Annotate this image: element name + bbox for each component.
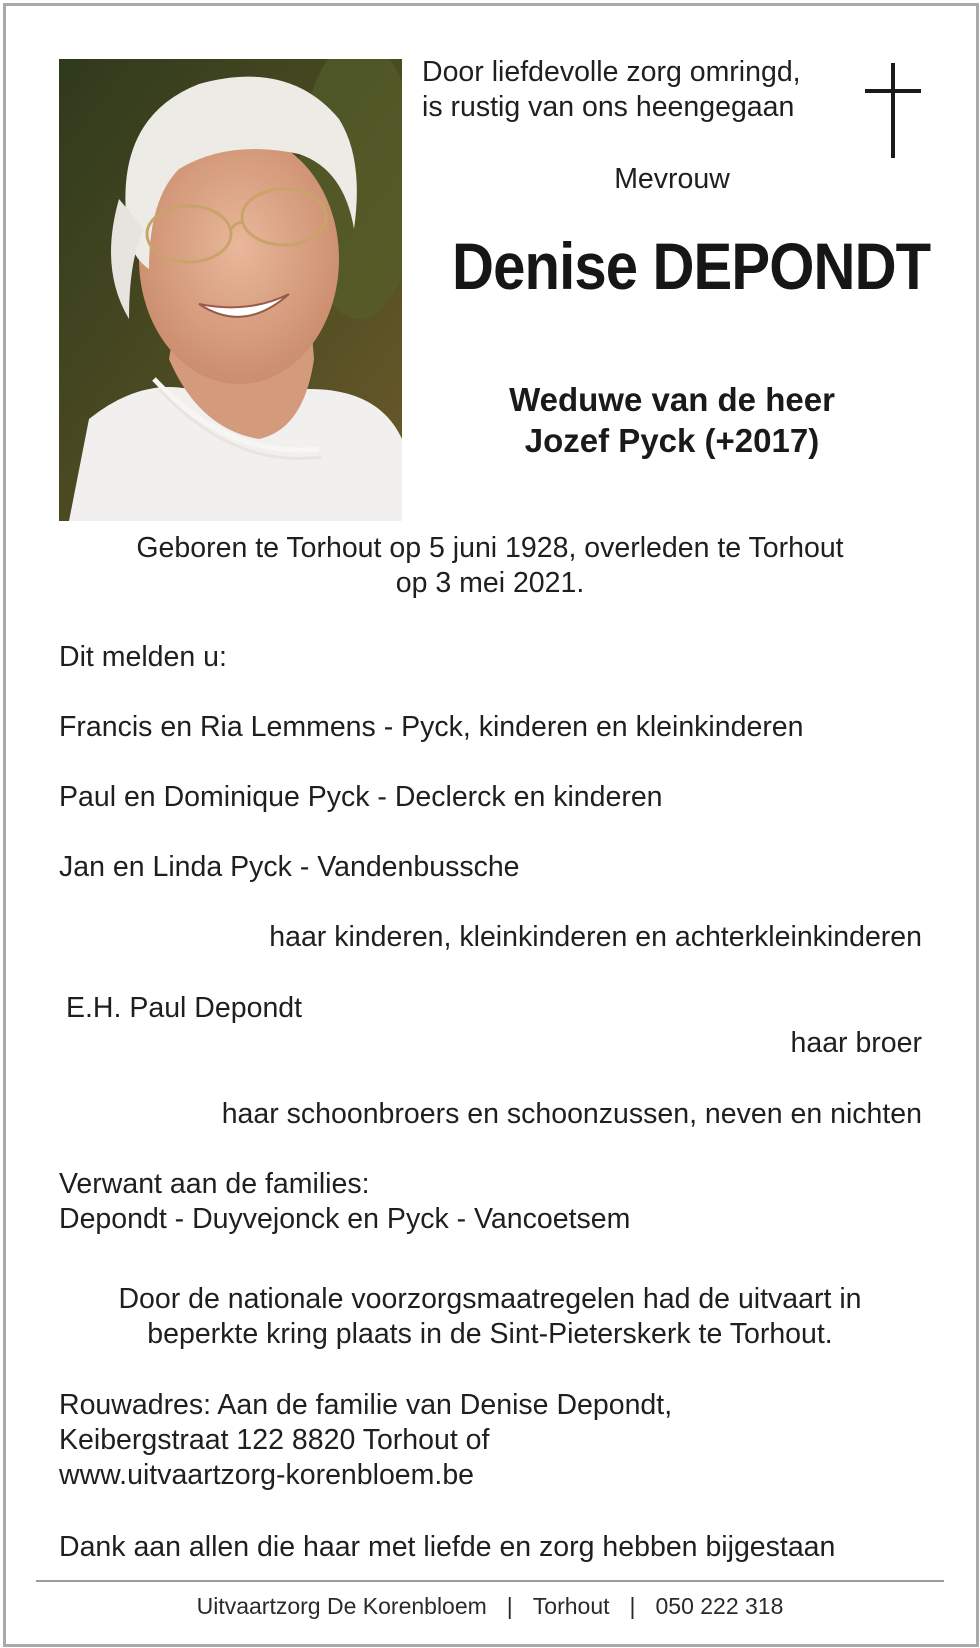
brother-name: E.H. Paul Depondt (66, 992, 303, 1024)
thanks-text: Dank aan allen die haar met liefde en zorg hebben bijgestaan (59, 1531, 836, 1563)
footer (0, 1592, 980, 1620)
intro-text (422, 55, 801, 125)
family-child-3: Jan en Linda Pyck - Vandenbussche (59, 851, 520, 883)
footer-city: Torhout (532, 1593, 610, 1619)
address-line-2: Keibergstraat 122 8820 Torhout of (59, 1424, 490, 1456)
footer-company: Uitvaartzorg De Korenbloem (196, 1593, 487, 1619)
deceased-name: Denise DEPONDT (452, 229, 931, 303)
born-line-2: op 3 mei 2021. (395, 567, 585, 599)
widow-line-2: Jozef Pyck (+2017) (524, 422, 820, 459)
in-laws: haar schoonbroers en schoonzussen, neven en nichten (221, 1098, 922, 1130)
brother-role: haar broer (790, 1027, 922, 1059)
intro-line-2: is rustig van ons heengegaan (422, 91, 795, 123)
related-line-2: Depondt - Duyvejonck en Pyck - Vancoetsem (59, 1203, 631, 1235)
title-mevrouw: Mevrouw (614, 163, 730, 195)
funeral-notice (0, 1282, 980, 1352)
related-line-1: Verwant aan de families: (59, 1168, 370, 1200)
intro-line-1: Door liefdevolle zorg omringd, (422, 56, 801, 88)
footer-divider (36, 1580, 944, 1582)
born-line-1: Geboren te Torhout op 5 juni 1928, overleden te Torhout (136, 532, 844, 564)
widow-of (422, 379, 922, 461)
birth-death-info (0, 531, 980, 601)
announce-text: Dit melden u: (59, 641, 227, 673)
funeral-line-1: Door de nationale voorzorgsmaatregelen had de uitvaart in (118, 1283, 862, 1315)
related-families (59, 1167, 630, 1237)
mourning-address (59, 1388, 672, 1493)
footer-separator: | (506, 1593, 513, 1619)
footer-phone: 050 222 318 (655, 1593, 784, 1619)
family-child-2: Paul en Dominique Pyck - Declerck en kinderen (59, 781, 663, 813)
children-role: haar kinderen, kleinkinderen en achterkleinkinderen (269, 921, 922, 953)
address-line-3: www.uitvaartzorg-korenbloem.be (59, 1459, 475, 1491)
cross-icon (865, 63, 921, 158)
funeral-line-2: beperkte kring plaats in de Sint-Pieterskerk te Torhout. (147, 1318, 833, 1350)
widow-line-1: Weduwe van de heer (509, 381, 835, 418)
address-line-1: Rouwadres: Aan de familie van Denise Depondt, (59, 1389, 673, 1421)
footer-separator: | (629, 1593, 636, 1619)
family-child-1: Francis en Ria Lemmens - Pyck, kinderen en kleinkinderen (59, 711, 804, 743)
portrait-photo (59, 59, 402, 521)
